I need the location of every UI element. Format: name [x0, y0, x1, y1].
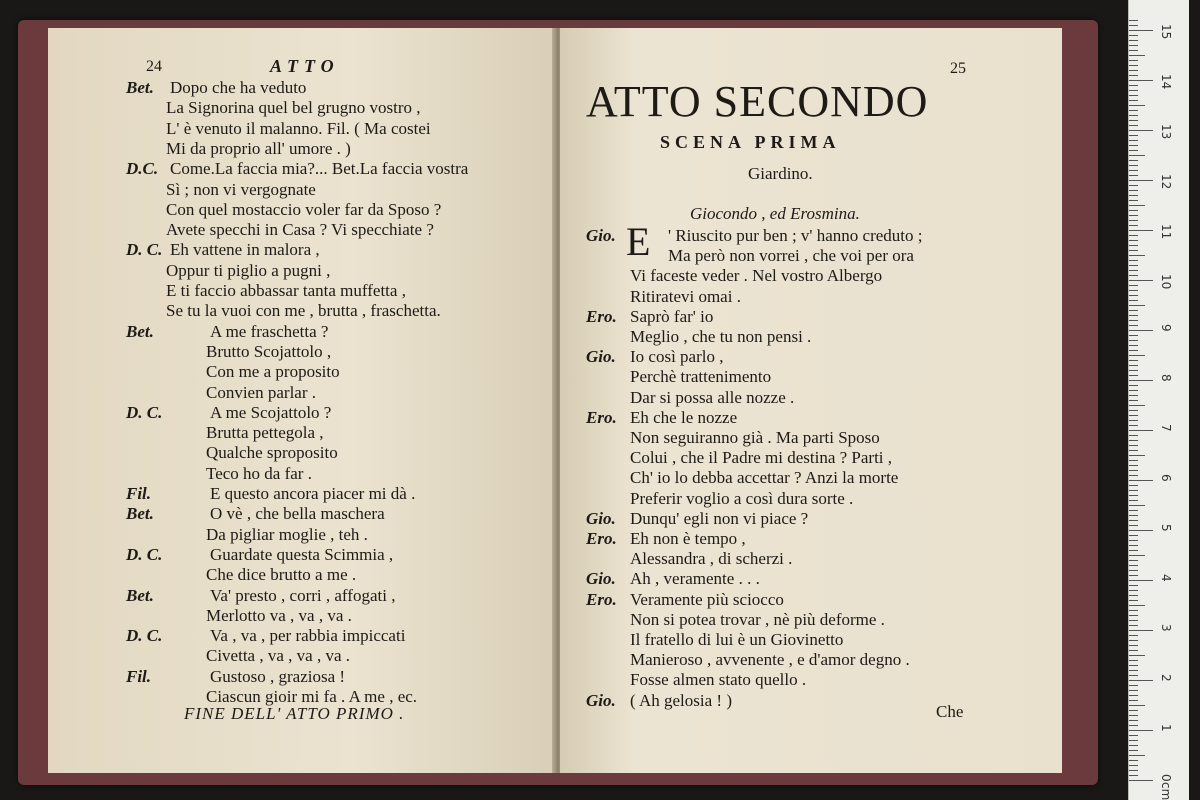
ruler-tick — [1129, 620, 1138, 621]
page-number: 24 — [146, 58, 162, 75]
ruler-tick — [1129, 690, 1138, 691]
ruler-tick — [1129, 455, 1145, 456]
ruler-tick — [1129, 345, 1138, 346]
ruler-label: 4 — [1159, 574, 1173, 582]
ruler-tick — [1129, 375, 1138, 376]
ruler-tick — [1129, 425, 1138, 426]
scene-heading: SCENA PRIMA — [660, 132, 841, 152]
ruler-tick — [1129, 265, 1138, 266]
ruler-tick — [1129, 710, 1138, 711]
ruler-tick — [1129, 515, 1138, 516]
ruler-tick — [1129, 65, 1138, 66]
ruler-tick — [1129, 645, 1138, 646]
verse-line: Teco ho da far . — [206, 463, 312, 483]
verse-line: Ma però non vorrei , che voi per ora — [668, 246, 914, 266]
verse-line: Veramente più sciocco — [630, 589, 784, 609]
verse-line: Preferir voglio a così dura sorte . — [630, 488, 854, 508]
speaker-label: Bet. — [126, 585, 154, 605]
verse-line: Se tu la vuoi con me , brutta , fraschetta. — [166, 301, 441, 321]
ruler-tick — [1129, 765, 1138, 766]
speaker-label: Fil. — [126, 484, 152, 503]
ruler-tick — [1129, 100, 1138, 101]
ruler-tick — [1129, 560, 1138, 561]
ruler-tick — [1129, 45, 1138, 46]
speaker-label: Ero. — [586, 407, 617, 427]
ruler-tick — [1129, 495, 1138, 496]
ruler-tick — [1129, 385, 1138, 386]
ruler-tick — [1129, 610, 1138, 611]
verse-line: Meglio , che tu non pensi . — [630, 327, 812, 346]
ruler-tick — [1129, 295, 1138, 296]
ruler-tick — [1129, 50, 1138, 51]
scene-setting: Giardino. — [748, 164, 813, 183]
ruler-tick — [1129, 715, 1138, 716]
ruler-tick — [1129, 170, 1138, 171]
ruler-tick — [1129, 405, 1145, 406]
ruler-tick — [1129, 545, 1138, 546]
running-head: ATTO — [270, 56, 340, 76]
ruler-tick — [1129, 165, 1138, 166]
ruler-tick — [1129, 705, 1145, 706]
ruler-tick — [1129, 520, 1138, 521]
ruler-tick — [1129, 720, 1138, 721]
ruler-tick — [1129, 35, 1138, 36]
verse-line: Da pigliar moglie , teh . — [206, 524, 368, 544]
ruler-tick — [1129, 60, 1138, 61]
verse-line: Che dice brutto a me . — [206, 565, 357, 585]
speaker-label: Ero. — [586, 306, 617, 326]
speaker-label: D. C. — [126, 626, 163, 646]
speaker-label: Bet. — [126, 504, 154, 524]
verse-line: Saprò far' io — [630, 306, 714, 326]
ruler-tick — [1129, 465, 1138, 466]
ruler-tick — [1129, 105, 1145, 106]
ruler-tick — [1129, 25, 1138, 26]
ruler-tick — [1129, 80, 1153, 81]
verse-line: Eh non è tempo , — [630, 529, 746, 548]
verse-line: Sì ; non vi vergognate — [166, 179, 316, 199]
speaker-label: D. C. — [126, 544, 163, 564]
ruler-tick — [1129, 330, 1153, 331]
ruler-tick — [1129, 470, 1138, 471]
verse-line: Qualche sproposito — [206, 443, 338, 463]
ruler-tick — [1129, 400, 1138, 401]
verse-line: Ch' io lo debba accettar ? Anzi la morte — [630, 468, 899, 488]
ruler-tick — [1129, 675, 1138, 676]
ruler-tick — [1129, 745, 1138, 746]
verse-line: La Signorina quel bel grugno vostro , — [166, 98, 421, 118]
act-end-footer: FINE DELL' ATTO PRIMO . — [184, 704, 405, 723]
right-page — [560, 28, 1062, 773]
verse-line: Brutto Scojattolo , — [206, 341, 332, 361]
verse-line: Non si potea trovar , nè più deforme . — [630, 609, 885, 629]
ruler-tick — [1129, 270, 1138, 271]
ruler-tick — [1129, 255, 1145, 256]
ruler-tick — [1129, 110, 1138, 111]
ruler-tick — [1129, 220, 1138, 221]
verse-line: Dar si possa alle nozze . — [630, 387, 795, 407]
ruler-tick — [1129, 340, 1138, 341]
drop-cap: E — [626, 219, 651, 264]
verse-line: Eh vattene in malora , — [170, 240, 320, 260]
ruler-tick — [1129, 580, 1153, 581]
ruler-tick — [1129, 525, 1138, 526]
ruler-tick — [1129, 240, 1138, 241]
ruler-tick — [1129, 145, 1138, 146]
ruler-tick — [1129, 700, 1138, 701]
ruler-tick — [1129, 725, 1138, 726]
ruler-label: 3 — [1159, 624, 1173, 632]
speaker-label: Ero. — [586, 589, 617, 609]
character-list: Giocondo , ed Erosmina. — [690, 204, 860, 223]
verse-line: Con me a proposito — [206, 362, 340, 382]
ruler-tick — [1129, 685, 1138, 686]
ruler-tick — [1129, 575, 1138, 576]
speaker-label: Gio. — [586, 508, 616, 528]
ruler-tick — [1129, 225, 1138, 226]
ruler-tick — [1129, 275, 1138, 276]
ruler-tick — [1129, 630, 1153, 631]
verse-line: Gustoso , graziosa ! — [210, 666, 346, 686]
ruler-tick — [1129, 415, 1138, 416]
ruler-tick — [1129, 655, 1145, 656]
ruler-tick — [1129, 445, 1138, 446]
verse-line: Come.La faccia mia?... Bet.La faccia vostra — [170, 159, 469, 179]
ruler-tick — [1129, 660, 1138, 661]
ruler-label: 6 — [1159, 474, 1173, 482]
ruler-tick — [1129, 440, 1138, 441]
ruler-label: 10 — [1159, 274, 1173, 290]
ruler-label: 7 — [1159, 424, 1173, 432]
ruler-tick — [1129, 310, 1138, 311]
ruler-tick — [1129, 325, 1138, 326]
ruler-tick — [1129, 70, 1138, 71]
ruler-tick — [1129, 535, 1138, 536]
ruler-tick — [1129, 335, 1138, 336]
ruler-tick — [1129, 185, 1138, 186]
verse-line: Civetta , va , va , va . — [206, 646, 350, 666]
ruler-tick — [1129, 115, 1138, 116]
ruler-label: 11 — [1159, 224, 1173, 240]
ruler-label: 8 — [1159, 374, 1173, 382]
verse-line: ' Riuscito pur ben ; v' hanno creduto ; — [668, 226, 923, 245]
speaker-label: Gio. — [586, 226, 616, 245]
verse-line: E questo ancora piacer mi dà . — [210, 484, 416, 503]
verse-line: Oppur ti piglio a pugni , — [166, 260, 331, 280]
page-number: 25 — [950, 60, 966, 77]
ruler-tick — [1129, 355, 1145, 356]
ruler-label: 0 — [1159, 774, 1173, 782]
ruler-tick — [1129, 530, 1153, 531]
ruler-tick — [1129, 555, 1145, 556]
verse-line: Ritiratevi omai . — [630, 286, 741, 306]
ruler-tick — [1129, 590, 1138, 591]
ruler-tick — [1129, 625, 1138, 626]
ruler-tick — [1129, 135, 1138, 136]
ruler-tick — [1129, 230, 1153, 231]
ruler-tick — [1129, 350, 1138, 351]
ruler-tick — [1129, 640, 1138, 641]
ruler-tick — [1129, 90, 1138, 91]
verse-line: ( Ah gelosia ! ) — [630, 690, 732, 710]
ruler-tick — [1129, 130, 1153, 131]
ruler-tick — [1129, 140, 1138, 141]
ruler-tick — [1129, 390, 1138, 391]
ruler-tick — [1129, 760, 1138, 761]
ruler-tick — [1129, 510, 1138, 511]
verse-line: L' è venuto il malanno. Fil. ( Ma costei — [166, 118, 431, 138]
ruler-tick — [1129, 250, 1138, 251]
ruler-tick — [1129, 290, 1138, 291]
verse-line: Ah , veramente . . . — [630, 569, 760, 589]
ruler-tick — [1129, 550, 1138, 551]
ruler-label: 2 — [1159, 674, 1173, 682]
ruler-tick — [1129, 490, 1138, 491]
ruler-tick — [1129, 595, 1138, 596]
verse-line: Vi faceste veder . Nel vostro Albergo — [630, 266, 883, 286]
speaker-label: Gio. — [586, 690, 616, 710]
ruler-label: 14 — [1159, 74, 1173, 90]
verse-line: Io così parlo , — [630, 347, 724, 367]
ruler-tick — [1129, 585, 1138, 586]
ruler-tick — [1129, 635, 1138, 636]
speaker-label: Bet. — [126, 78, 154, 97]
ruler-tick — [1129, 665, 1138, 666]
ruler-tick — [1129, 570, 1138, 571]
ruler-tick — [1129, 280, 1153, 281]
ruler-label: 1 — [1159, 724, 1173, 732]
verse-line: Con quel mostaccio voler far da Sposo ? — [166, 199, 442, 219]
ruler-tick — [1129, 430, 1153, 431]
ruler-tick — [1129, 55, 1145, 56]
ruler-tick — [1129, 305, 1145, 306]
catchword: Che — [936, 702, 964, 721]
ruler-tick — [1129, 505, 1145, 506]
verse-line: O vè , che bella maschera — [210, 504, 385, 524]
ruler-tick — [1129, 195, 1138, 196]
act-title: ATTO SECONDO — [586, 77, 929, 126]
ruler-tick — [1129, 475, 1138, 476]
ruler-tick — [1129, 680, 1153, 681]
ruler-tick — [1129, 750, 1138, 751]
speaker-label: D. C. — [126, 402, 163, 422]
verse-line: Mi da proprio all' umore . ) — [166, 138, 351, 158]
speaker-label: Gio. — [586, 569, 616, 589]
ruler-tick — [1129, 300, 1138, 301]
ruler-tick — [1129, 125, 1138, 126]
verse-line: Brutta pettegola , — [206, 423, 324, 443]
ruler-tick — [1129, 285, 1138, 286]
ruler-tick — [1129, 730, 1153, 731]
verse-line: A me fraschetta ? — [210, 321, 329, 341]
verse-line: Dopo che ha veduto — [170, 78, 307, 97]
ruler-tick — [1129, 200, 1138, 201]
ruler-tick — [1129, 85, 1138, 86]
ruler-tick — [1129, 670, 1138, 671]
ruler-tick — [1129, 775, 1138, 776]
ruler-tick — [1129, 735, 1138, 736]
ruler-label: 9 — [1159, 324, 1173, 332]
ruler-tick — [1129, 315, 1138, 316]
ruler-tick — [1129, 320, 1138, 321]
ruler-label: 13 — [1159, 124, 1173, 140]
verse-line: Va , va , per rabbia impiccati — [210, 626, 406, 646]
verse-line: Avete specchi in Casa ? Vi specchiate ? — [166, 220, 434, 240]
speaker-label: D.C. — [126, 159, 159, 179]
ruler-tick — [1129, 215, 1138, 216]
verse-line: Eh che le nozze — [630, 407, 738, 427]
ruler-tick — [1129, 420, 1138, 421]
ruler-tick — [1129, 460, 1138, 461]
ruler-tick — [1129, 95, 1138, 96]
verse-line: Fosse almen stato quello . — [630, 670, 807, 690]
ruler-tick — [1129, 500, 1138, 501]
ruler-tick — [1129, 600, 1138, 601]
left-page — [48, 28, 556, 773]
ruler-tick — [1129, 695, 1138, 696]
ruler-label: 5 — [1159, 524, 1173, 532]
verse-line: Va' presto , corri , affogati , — [210, 585, 396, 605]
ruler-tick — [1129, 75, 1138, 76]
ruler-tick — [1129, 480, 1153, 481]
verse-line: Manieroso , avvenente , e d'amor degno . — [630, 650, 910, 670]
ruler-tick — [1129, 755, 1145, 756]
verse-line: Dunqu' egli non vi piace ? — [630, 508, 809, 528]
verse-line: Ciascun gioir mi fa . A me , ec. — [206, 687, 418, 706]
ruler-tick — [1129, 395, 1138, 396]
speaker-label: Fil. — [126, 666, 152, 686]
verse-line: Non seguiranno già . Ma parti Sposo — [630, 428, 880, 447]
ruler-tick — [1129, 20, 1138, 21]
ruler-tick — [1129, 435, 1138, 436]
ruler-tick — [1129, 30, 1153, 31]
ruler-tick — [1129, 120, 1138, 121]
verse-line: E ti faccio abbassar tanta muffetta , — [166, 281, 406, 300]
ruler-tick — [1129, 245, 1138, 246]
speaker-label: Bet. — [126, 321, 154, 341]
verse-line: Guardate questa Scimmia , — [210, 544, 394, 564]
ruler-unit: cm — [1159, 782, 1173, 800]
ruler-tick — [1129, 740, 1138, 741]
ruler-tick — [1129, 565, 1138, 566]
ruler-tick — [1129, 180, 1153, 181]
ruler-tick — [1129, 540, 1138, 541]
speaker-label: D. C. — [126, 240, 163, 260]
ruler-label: 15 — [1159, 24, 1173, 40]
ruler-tick — [1129, 40, 1138, 41]
speaker-label: Ero. — [586, 529, 617, 548]
ruler-tick — [1129, 365, 1138, 366]
ruler-tick — [1129, 160, 1138, 161]
ruler-tick — [1129, 605, 1145, 606]
ruler-tick — [1129, 235, 1138, 236]
ruler-tick — [1129, 410, 1138, 411]
ruler-tick — [1129, 260, 1138, 261]
verse-line: A me Scojattolo ? — [210, 402, 332, 422]
ruler-tick — [1129, 210, 1138, 211]
ruler-tick — [1129, 370, 1138, 371]
ruler-tick — [1129, 615, 1138, 616]
ruler-tick — [1129, 205, 1145, 206]
verse-line: Il fratello di lui è un Giovinetto — [630, 630, 844, 649]
ruler-tick — [1129, 175, 1138, 176]
ruler-tick — [1129, 190, 1138, 191]
ruler-tick — [1129, 770, 1138, 771]
ruler-tick — [1129, 450, 1138, 451]
verse-line: Merlotto va , va , va . — [206, 605, 352, 625]
ruler-tick — [1129, 780, 1153, 781]
ruler-tick — [1129, 150, 1138, 151]
measuring-ruler — [1128, 0, 1189, 800]
ruler-tick — [1129, 155, 1145, 156]
ruler-tick — [1129, 485, 1138, 486]
ruler-label: 12 — [1159, 174, 1173, 190]
ruler-tick — [1129, 360, 1138, 361]
verse-line: Perchè trattenimento — [630, 367, 772, 387]
verse-line: Convien parlar . — [206, 382, 316, 402]
ruler-tick — [1129, 380, 1153, 381]
speaker-label: Gio. — [586, 347, 616, 367]
verse-line: Colui , che il Padre mi destina ? Parti , — [630, 448, 893, 468]
verse-line: Alessandra , di scherzi . — [630, 549, 793, 569]
ruler-tick — [1129, 650, 1138, 651]
